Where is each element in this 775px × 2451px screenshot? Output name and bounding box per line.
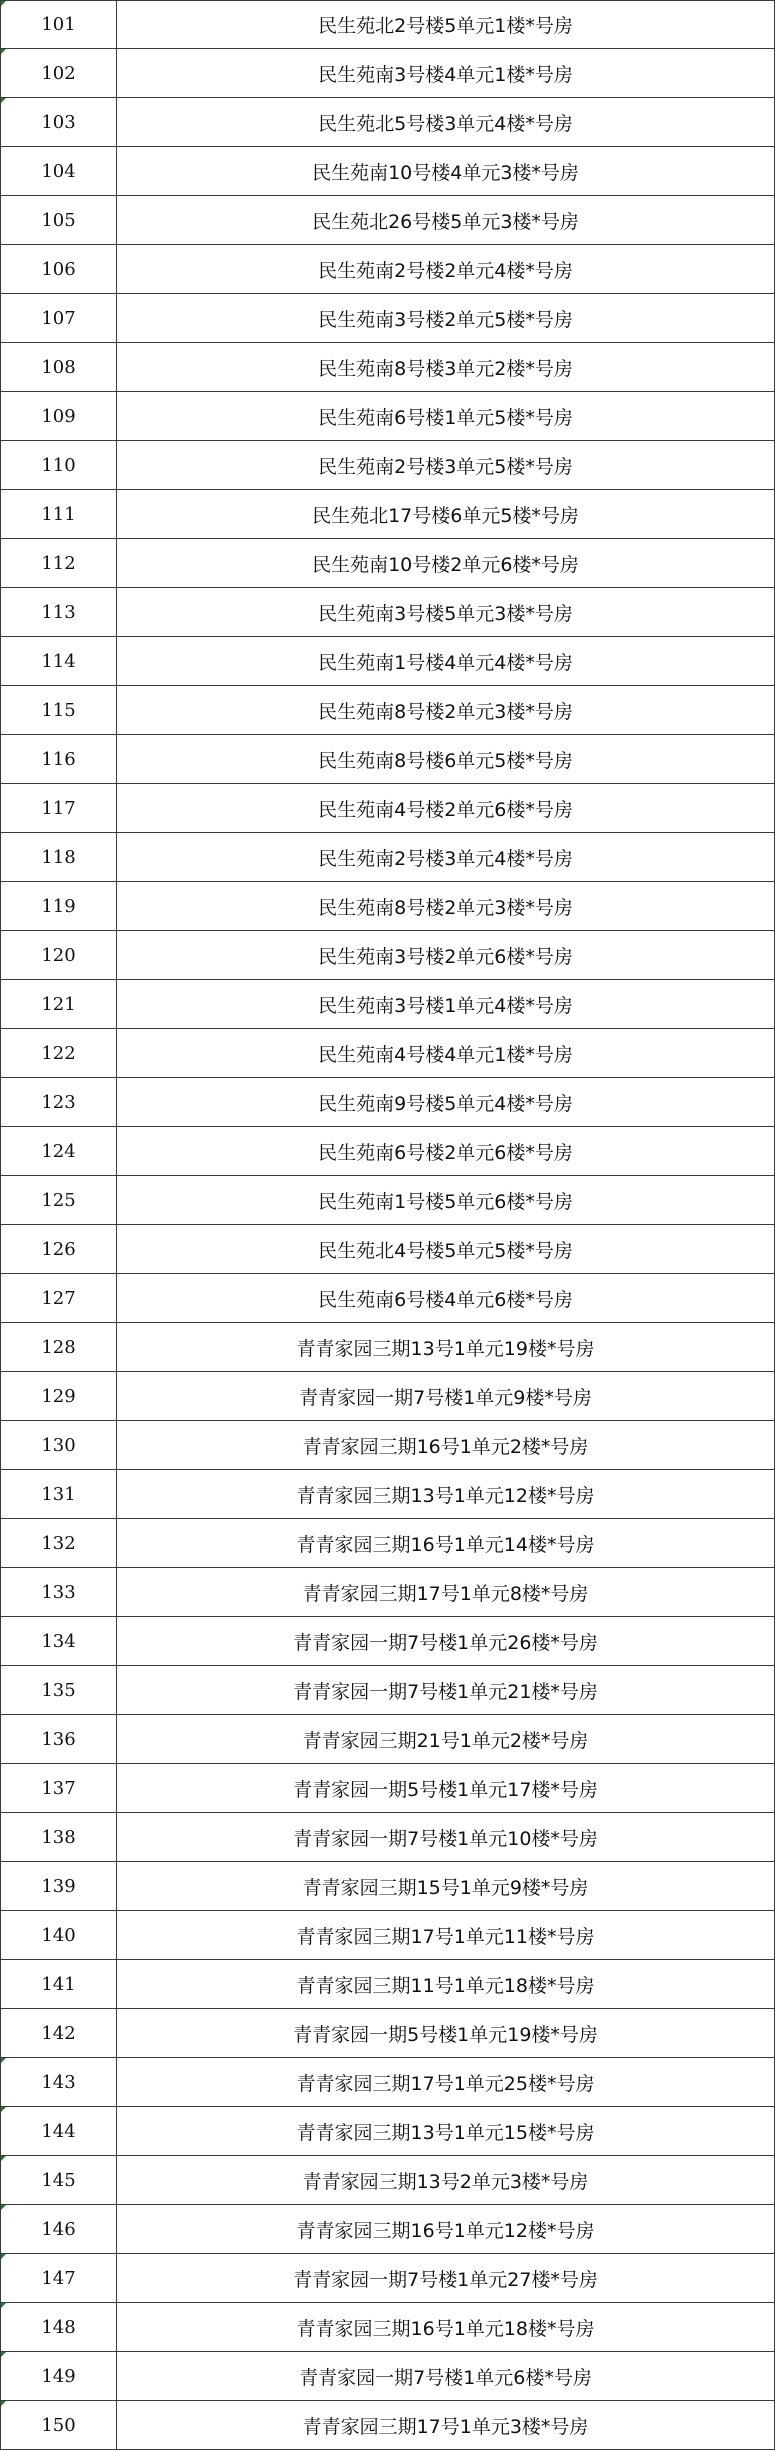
table-row bbox=[1, 1911, 774, 1960]
cell-marker-icon bbox=[1, 2401, 6, 2406]
row-number: 150 bbox=[1, 2401, 117, 2449]
row-address: 民生苑南3号楼4单元1楼*号房 bbox=[318, 63, 573, 86]
row-address: 民生苑北4号楼5单元5楼*号房 bbox=[318, 1239, 573, 1262]
row-number: 109 bbox=[1, 392, 117, 440]
row-number: 106 bbox=[1, 245, 117, 293]
row-number: 122 bbox=[1, 1029, 117, 1077]
row-number: 107 bbox=[1, 294, 117, 342]
row-address: 民生苑南10号楼2单元6楼*号房 bbox=[312, 553, 579, 576]
row-address: 民生苑南3号楼5单元3楼*号房 bbox=[318, 602, 573, 625]
row-number: 108 bbox=[1, 343, 117, 391]
table-row bbox=[1, 2009, 774, 2058]
row-address: 青青家园一期7号楼1单元26楼*号房 bbox=[293, 1631, 598, 1654]
row-address: 青青家园三期13号1单元15楼*号房 bbox=[296, 2121, 595, 2144]
row-number: 146 bbox=[1, 2205, 117, 2253]
row-address: 青青家园三期16号1单元18楼*号房 bbox=[296, 2317, 595, 2340]
row-address: 青青家园三期13号2单元3楼*号房 bbox=[302, 2170, 589, 2193]
row-number: 124 bbox=[1, 1127, 117, 1175]
row-number: 134 bbox=[1, 1617, 117, 1665]
row-number: 148 bbox=[1, 2303, 117, 2351]
cell-marker-icon bbox=[1, 98, 6, 103]
row-address: 民生苑南2号楼2单元4楼*号房 bbox=[318, 259, 573, 282]
row-address: 民生苑南3号楼1单元4楼*号房 bbox=[318, 994, 573, 1017]
row-number: 119 bbox=[1, 882, 117, 930]
table-row bbox=[1, 2156, 774, 2205]
table-row bbox=[1, 833, 774, 882]
table-row bbox=[1, 196, 774, 245]
row-address: 民生苑南8号楼2单元3楼*号房 bbox=[318, 700, 573, 723]
row-number: 114 bbox=[1, 637, 117, 685]
table-row bbox=[1, 980, 774, 1029]
table-row bbox=[1, 1813, 774, 1862]
row-number: 130 bbox=[1, 1421, 117, 1469]
cell-marker-icon bbox=[1, 2205, 6, 2210]
table-row bbox=[1, 2303, 774, 2352]
row-number: 120 bbox=[1, 931, 117, 979]
row-number: 147 bbox=[1, 2254, 117, 2302]
table-row bbox=[1, 1715, 774, 1764]
row-number: 132 bbox=[1, 1519, 117, 1567]
row-number: 110 bbox=[1, 441, 117, 489]
row-address: 民生苑南1号楼4单元4楼*号房 bbox=[318, 651, 573, 674]
table-row bbox=[1, 2401, 774, 2450]
row-number: 101 bbox=[1, 1, 117, 48]
table-row bbox=[1, 245, 774, 294]
row-address: 青青家园三期13号1单元12楼*号房 bbox=[296, 1484, 595, 1507]
row-number: 105 bbox=[1, 196, 117, 244]
row-address: 青青家园三期17号1单元3楼*号房 bbox=[302, 2415, 589, 2438]
cell-marker-icon bbox=[1, 2254, 6, 2259]
row-number: 136 bbox=[1, 1715, 117, 1763]
row-address: 青青家园一期7号楼1单元10楼*号房 bbox=[293, 1827, 598, 1850]
row-number: 143 bbox=[1, 2058, 117, 2106]
table-row bbox=[1, 539, 774, 588]
row-address: 民生苑南8号楼2单元3楼*号房 bbox=[318, 896, 573, 919]
table-row bbox=[1, 343, 774, 392]
table-row bbox=[1, 1421, 774, 1470]
row-address: 青青家园三期15号1单元9楼*号房 bbox=[302, 1876, 589, 1899]
cell-marker-icon bbox=[1, 2303, 6, 2308]
row-number: 127 bbox=[1, 1274, 117, 1322]
row-number: 141 bbox=[1, 1960, 117, 2008]
row-number: 121 bbox=[1, 980, 117, 1028]
row-address: 青青家园一期7号楼1单元27楼*号房 bbox=[293, 2268, 598, 2291]
row-number: 113 bbox=[1, 588, 117, 636]
table-row bbox=[1, 1666, 774, 1715]
row-address: 民生苑南8号楼3单元2楼*号房 bbox=[318, 357, 573, 380]
row-address: 青青家园三期16号1单元14楼*号房 bbox=[296, 1533, 595, 1556]
table-row bbox=[1, 1029, 774, 1078]
row-address: 民生苑北5号楼3单元4楼*号房 bbox=[318, 112, 573, 135]
row-address: 青青家园一期7号楼1单元6楼*号房 bbox=[299, 2366, 592, 2389]
table-row bbox=[1, 1862, 774, 1911]
row-number: 111 bbox=[1, 490, 117, 538]
row-address: 青青家园三期11号1单元18楼*号房 bbox=[296, 1974, 595, 1997]
cell-marker-icon bbox=[1, 2107, 6, 2112]
row-address: 青青家园三期21号1单元2楼*号房 bbox=[302, 1729, 589, 1752]
table-row bbox=[1, 1078, 774, 1127]
row-number: 137 bbox=[1, 1764, 117, 1812]
row-address: 青青家园一期5号楼1单元19楼*号房 bbox=[293, 2023, 598, 2046]
row-number: 140 bbox=[1, 1911, 117, 1959]
table-row bbox=[1, 490, 774, 539]
table-row bbox=[1, 1323, 774, 1372]
cell-marker-icon bbox=[1, 2058, 6, 2063]
table-row bbox=[1, 1764, 774, 1813]
row-address: 民生苑南6号楼2单元6楼*号房 bbox=[318, 1141, 573, 1164]
row-address: 民生苑南4号楼2单元6楼*号房 bbox=[318, 798, 573, 821]
row-number: 149 bbox=[1, 2352, 117, 2400]
cell-marker-icon bbox=[1, 1, 6, 6]
row-number: 115 bbox=[1, 686, 117, 734]
table-row bbox=[1, 1176, 774, 1225]
row-address: 民生苑南4号楼4单元1楼*号房 bbox=[318, 1043, 573, 1066]
row-address: 民生苑南10号楼4单元3楼*号房 bbox=[312, 161, 579, 184]
row-number: 142 bbox=[1, 2009, 117, 2057]
row-number: 104 bbox=[1, 147, 117, 195]
row-address: 民生苑南2号楼3单元5楼*号房 bbox=[318, 455, 573, 478]
row-number: 117 bbox=[1, 784, 117, 832]
table-row bbox=[1, 294, 774, 343]
cell-marker-icon bbox=[1, 49, 6, 54]
row-address: 青青家园三期16号1单元12楼*号房 bbox=[296, 2219, 595, 2242]
row-number: 144 bbox=[1, 2107, 117, 2155]
row-number: 102 bbox=[1, 49, 117, 97]
table-row bbox=[1, 147, 774, 196]
table-row bbox=[1, 882, 774, 931]
table-row bbox=[1, 931, 774, 980]
cell-marker-icon bbox=[1, 2352, 6, 2357]
row-number: 138 bbox=[1, 1813, 117, 1861]
table-row bbox=[1, 2352, 774, 2401]
row-address: 民生苑南2号楼3单元4楼*号房 bbox=[318, 847, 573, 870]
row-address: 青青家园三期17号1单元25楼*号房 bbox=[296, 2072, 595, 2095]
row-address: 青青家园一期5号楼1单元17楼*号房 bbox=[293, 1778, 598, 1801]
table-row bbox=[1, 49, 774, 98]
table-row bbox=[1, 1225, 774, 1274]
table-row bbox=[1, 784, 774, 833]
row-number: 128 bbox=[1, 1323, 117, 1371]
row-address: 民生苑南1号楼5单元6楼*号房 bbox=[318, 1190, 573, 1213]
row-number: 126 bbox=[1, 1225, 117, 1273]
table-row bbox=[1, 1960, 774, 2009]
row-address: 民生苑南8号楼6单元5楼*号房 bbox=[318, 749, 573, 772]
row-address: 民生苑北17号楼6单元5楼*号房 bbox=[312, 504, 579, 527]
table-row bbox=[1, 2205, 774, 2254]
table-row bbox=[1, 2058, 774, 2107]
table-row bbox=[1, 686, 774, 735]
row-number: 103 bbox=[1, 98, 117, 146]
row-address: 青青家园三期13号1单元19楼*号房 bbox=[296, 1337, 595, 1360]
row-number: 139 bbox=[1, 1862, 117, 1910]
table-row bbox=[1, 735, 774, 784]
table-row bbox=[1, 1127, 774, 1176]
row-address: 民生苑南3号楼2单元6楼*号房 bbox=[318, 945, 573, 968]
table-row bbox=[1, 588, 774, 637]
row-address: 民生苑北26号楼5单元3楼*号房 bbox=[312, 210, 579, 233]
cell-marker-icon bbox=[1, 2156, 6, 2161]
row-address: 青青家园一期7号楼1单元21楼*号房 bbox=[293, 1680, 598, 1703]
row-address: 民生苑南3号楼2单元5楼*号房 bbox=[318, 308, 573, 331]
table-row bbox=[1, 2254, 774, 2303]
table-row bbox=[1, 1568, 774, 1617]
row-number: 145 bbox=[1, 2156, 117, 2204]
row-number: 133 bbox=[1, 1568, 117, 1616]
row-address: 民生苑南6号楼1单元5楼*号房 bbox=[318, 406, 573, 429]
row-number: 116 bbox=[1, 735, 117, 783]
row-number: 118 bbox=[1, 833, 117, 881]
table-row bbox=[1, 98, 774, 147]
row-number: 125 bbox=[1, 1176, 117, 1224]
table-row bbox=[1, 0, 774, 49]
row-number: 123 bbox=[1, 1078, 117, 1126]
table-row bbox=[1, 392, 774, 441]
row-address: 青青家园一期7号楼1单元9楼*号房 bbox=[299, 1386, 592, 1409]
row-address: 青青家园三期17号1单元8楼*号房 bbox=[302, 1582, 589, 1605]
row-address: 青青家园三期17号1单元11楼*号房 bbox=[296, 1925, 595, 1948]
table-row bbox=[1, 637, 774, 686]
table-row bbox=[1, 2107, 774, 2156]
table-row bbox=[1, 1372, 774, 1421]
table-row bbox=[1, 1519, 774, 1568]
row-number: 131 bbox=[1, 1470, 117, 1518]
row-address: 民生苑南9号楼5单元4楼*号房 bbox=[318, 1092, 573, 1115]
row-address: 青青家园三期16号1单元2楼*号房 bbox=[302, 1435, 589, 1458]
row-number: 129 bbox=[1, 1372, 117, 1420]
table-row bbox=[1, 1274, 774, 1323]
table-row bbox=[1, 1470, 774, 1519]
table-row bbox=[1, 441, 774, 490]
table-row bbox=[1, 1617, 774, 1666]
row-address: 民生苑南6号楼4单元6楼*号房 bbox=[318, 1288, 573, 1311]
row-address: 民生苑北2号楼5单元1楼*号房 bbox=[318, 15, 573, 37]
row-number: 135 bbox=[1, 1666, 117, 1714]
row-number: 112 bbox=[1, 539, 117, 587]
